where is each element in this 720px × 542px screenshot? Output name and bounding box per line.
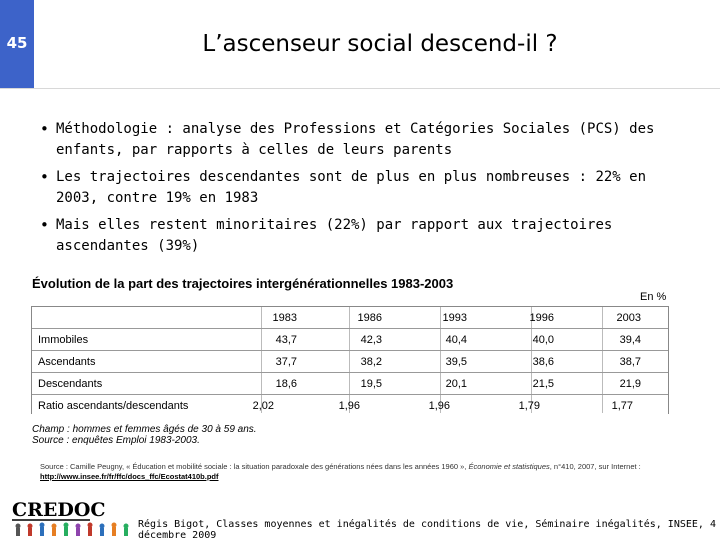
table-cell: 20,1 bbox=[445, 378, 467, 390]
table-cell: 1,77 bbox=[611, 400, 633, 412]
table-cell: 39,4 bbox=[619, 334, 641, 346]
bullet-text: Les trajectoires descendantes sont de plus en plus nombreuses : 22% en 2003, contre 19% en 1983 bbox=[56, 169, 647, 206]
bullet-text: Méthodologie : analyse des Professions et Catégories Sociales (PCS) des enfants, par rapports à celles de leurs parents bbox=[56, 121, 655, 158]
slide-number: 45 bbox=[0, 0, 34, 88]
table-cell: 1,96 bbox=[428, 400, 450, 412]
bullet-icon: • bbox=[40, 216, 49, 234]
slide-title: L’ascenseur social descend-il ? bbox=[202, 31, 558, 57]
table-cell: 40,0 bbox=[532, 334, 554, 346]
table-cell: 21,9 bbox=[619, 378, 641, 390]
bullet-text: Mais elles restent minoritaires (22%) par rapport aux trajectoires ascendantes (39%) bbox=[56, 217, 613, 254]
table-cell: 38,2 bbox=[360, 356, 382, 368]
table-unit: En % bbox=[640, 291, 667, 303]
column-header: 1983 bbox=[272, 312, 297, 324]
table-cell: 38,6 bbox=[532, 356, 554, 368]
table-cell: 1,79 bbox=[518, 400, 540, 412]
citation-link[interactable]: http://www.insee.fr/fr/ffc/docs_ffc/Ecostat410b.pdf bbox=[40, 472, 219, 481]
column-header: 1993 bbox=[442, 312, 467, 324]
logo-text: CREDOC bbox=[12, 499, 106, 521]
table-cell: 38,7 bbox=[619, 356, 641, 368]
data-table bbox=[31, 306, 669, 414]
row-label: Descendants bbox=[38, 378, 103, 390]
bullet-icon: • bbox=[40, 168, 49, 186]
table-cell: 1,96 bbox=[338, 400, 360, 412]
bullet-list bbox=[40, 119, 680, 263]
table-cell: 43,7 bbox=[275, 334, 297, 346]
table-header-row bbox=[32, 307, 668, 328]
column-header: 2003 bbox=[616, 312, 641, 324]
table-cell: 19,5 bbox=[360, 378, 382, 390]
citation bbox=[40, 462, 670, 482]
column-header: 1996 bbox=[529, 312, 554, 324]
table-notes bbox=[32, 424, 257, 446]
row-label: Ascendants bbox=[38, 356, 96, 368]
slide-footer: Régis Bigot, Classes moyennes et inégalités de conditions de vie, Séminaire inégalités, INSEE, 4 décembre 2009 bbox=[138, 519, 716, 541]
bullet-item bbox=[40, 167, 680, 209]
row-label: Ratio ascendants/descendants bbox=[38, 400, 189, 412]
table-cell: 18,6 bbox=[275, 378, 297, 390]
credoc-logo-graphic bbox=[10, 494, 132, 538]
bullet-icon: • bbox=[40, 120, 49, 138]
bullet-item bbox=[40, 215, 680, 257]
table-row bbox=[32, 329, 668, 350]
table-row bbox=[32, 373, 668, 394]
table-row bbox=[32, 351, 668, 372]
note-champ: Champ : hommes et femmes âgés de 30 à 59 ans. bbox=[32, 424, 257, 435]
table-row bbox=[32, 395, 668, 416]
table-cell: 21,5 bbox=[532, 378, 554, 390]
note-source: Source : enquêtes Emploi 1983-2003. bbox=[32, 435, 200, 446]
table-cell: 37,7 bbox=[275, 356, 297, 368]
citation-text-2: , n°410, 2007, sur Internet : bbox=[549, 462, 641, 471]
citation-journal: Économie et statistiques bbox=[468, 462, 550, 471]
table-cell: 40,4 bbox=[445, 334, 467, 346]
table-cell: 39,5 bbox=[445, 356, 467, 368]
table-cell: 2,02 bbox=[252, 400, 274, 412]
citation-text: Source : Camille Peugny, « Éducation et mobilité sociale : la situation paradoxale des générations nées dans les années 1960 », bbox=[40, 462, 469, 471]
table-cell: 42,3 bbox=[360, 334, 382, 346]
credoc-logo bbox=[10, 494, 132, 538]
slide-header bbox=[0, 0, 720, 89]
table-title: Évolution de la part des trajectoires intergénérationnelles 1983-2003 bbox=[32, 276, 454, 291]
bullet-item bbox=[40, 119, 680, 161]
column-header: 1986 bbox=[357, 312, 382, 324]
row-label: Immobiles bbox=[38, 334, 89, 346]
